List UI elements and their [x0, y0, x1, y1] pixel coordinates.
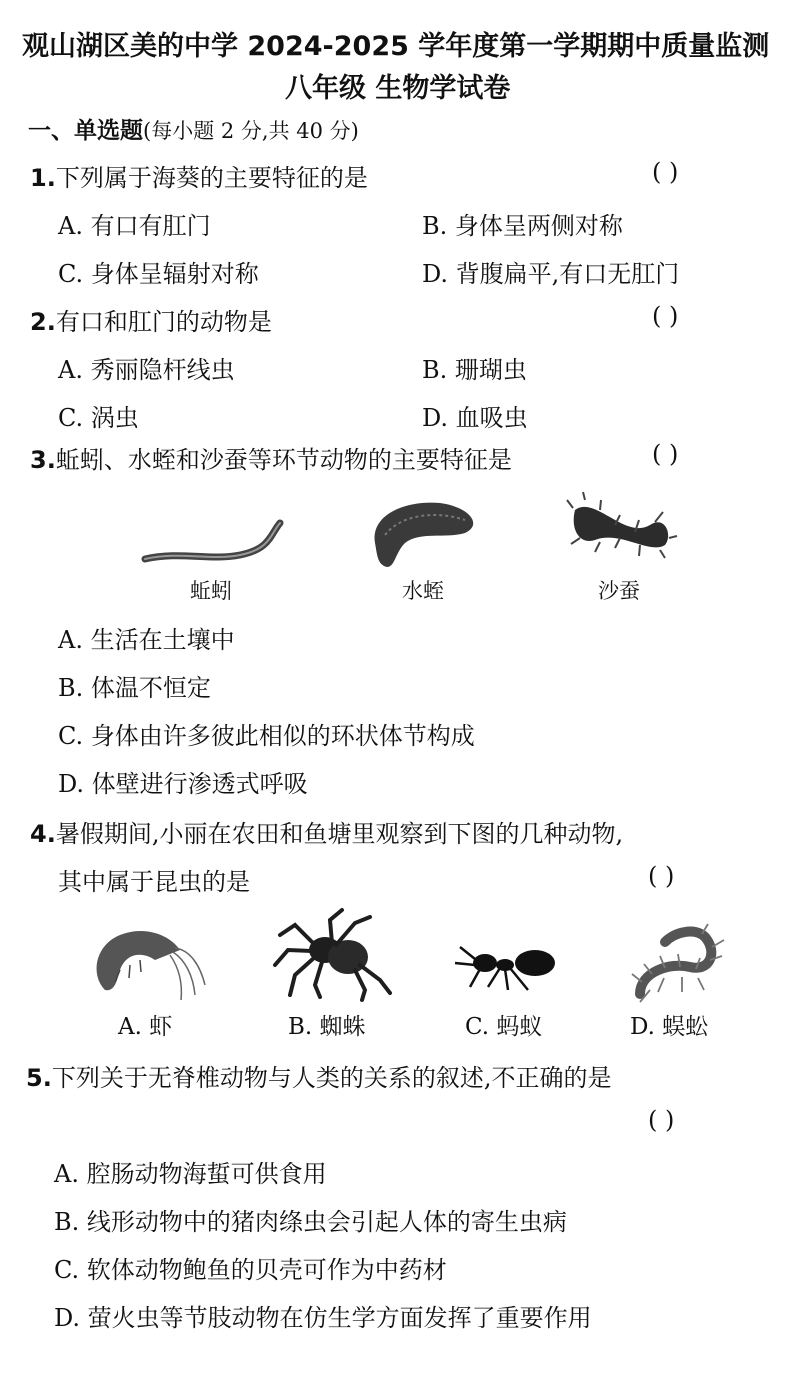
option-a: A. 有口有肛门 [58, 212, 211, 240]
question-text: 暑假期间,小丽在农田和鱼塘里观察到下图的几种动物, [55, 820, 624, 848]
question-5-stem [26, 1058, 611, 1093]
centipede-image [630, 922, 725, 1007]
answer-paren: ( ) [652, 440, 679, 468]
spider-image [270, 905, 395, 1000]
section-heading [28, 112, 359, 145]
option-a: A. 秀丽隐杆线虫 [58, 356, 235, 384]
option-c: C. 身体呈辐射对称 [58, 260, 259, 288]
question-number: 1. [30, 164, 56, 192]
option-a: A. 腔肠动物海蜇可供食用 [54, 1160, 327, 1188]
option-b: B. 身体呈两侧对称 [422, 212, 623, 240]
question-text: 下列关于无脊椎动物与人类的关系的叙述,不正确的是 [51, 1064, 612, 1092]
section-note: (每小题 2 分,共 40 分) [143, 119, 359, 143]
question-text: 下列属于海葵的主要特征的是 [55, 164, 368, 192]
question-3-stem [30, 440, 512, 475]
option-c: C. 软体动物鲍鱼的贝壳可作为中药材 [54, 1256, 447, 1284]
option-b: B. 线形动物中的猪肉绦虫会引起人体的寄生虫病 [54, 1208, 567, 1236]
option-c: C. 涡虫 [58, 404, 139, 432]
earthworm-image [140, 515, 285, 570]
option-b: B. 体温不恒定 [58, 674, 211, 702]
question-text: 有口和肛门的动物是 [55, 308, 272, 336]
image-option-label: B. 蜘蛛 [288, 1014, 366, 1040]
exam-title: 观山湖区美的中学 2024-2025 学年度第一学期期中质量监测 [22, 31, 770, 62]
image-option-label: C. 蚂蚁 [465, 1014, 543, 1040]
image-caption: 蚯蚓 [190, 579, 232, 603]
image-caption: 沙蚕 [598, 579, 640, 603]
option-d: D. 萤火虫等节肢动物在仿生学方面发挥了重要作用 [54, 1304, 592, 1332]
option-d: D. 背腹扁平,有口无肛门 [422, 260, 680, 288]
ragworm-image [565, 490, 680, 560]
exam-subtitle: 八年级 生物学试卷 [285, 73, 511, 104]
option-d: D. 血吸虫 [422, 404, 528, 432]
shrimp-image [85, 920, 210, 1005]
question-2-stem [30, 302, 272, 337]
question-4-stem [30, 814, 623, 849]
leech-image [365, 495, 485, 575]
question-number: 4. [30, 820, 56, 848]
image-option-label: D. 蜈蚣 [630, 1014, 709, 1040]
question-text: 蚯蚓、水蛭和沙蚕等环节动物的主要特征是 [55, 446, 512, 474]
image-option-label: A. 虾 [118, 1014, 173, 1040]
option-a: A. 生活在土壤中 [58, 626, 235, 654]
answer-paren: ( ) [652, 158, 679, 186]
answer-paren: ( ) [652, 302, 679, 330]
image-caption: 水蛭 [402, 579, 444, 603]
question-1-stem [30, 158, 368, 193]
question-number: 3. [30, 446, 56, 474]
question-number: 2. [30, 308, 56, 336]
ant-image [450, 935, 565, 995]
option-d: D. 体壁进行渗透式呼吸 [58, 770, 308, 798]
answer-paren: ( ) [648, 1106, 675, 1134]
section-label: 一、单选题 [28, 118, 143, 144]
answer-paren: ( ) [648, 862, 675, 890]
question-number: 5. [26, 1064, 52, 1092]
question-4-stem-line2: 其中属于昆虫的是 [58, 868, 250, 896]
option-c: C. 身体由许多彼此相似的环状体节构成 [58, 722, 475, 750]
option-b: B. 珊瑚虫 [422, 356, 527, 384]
